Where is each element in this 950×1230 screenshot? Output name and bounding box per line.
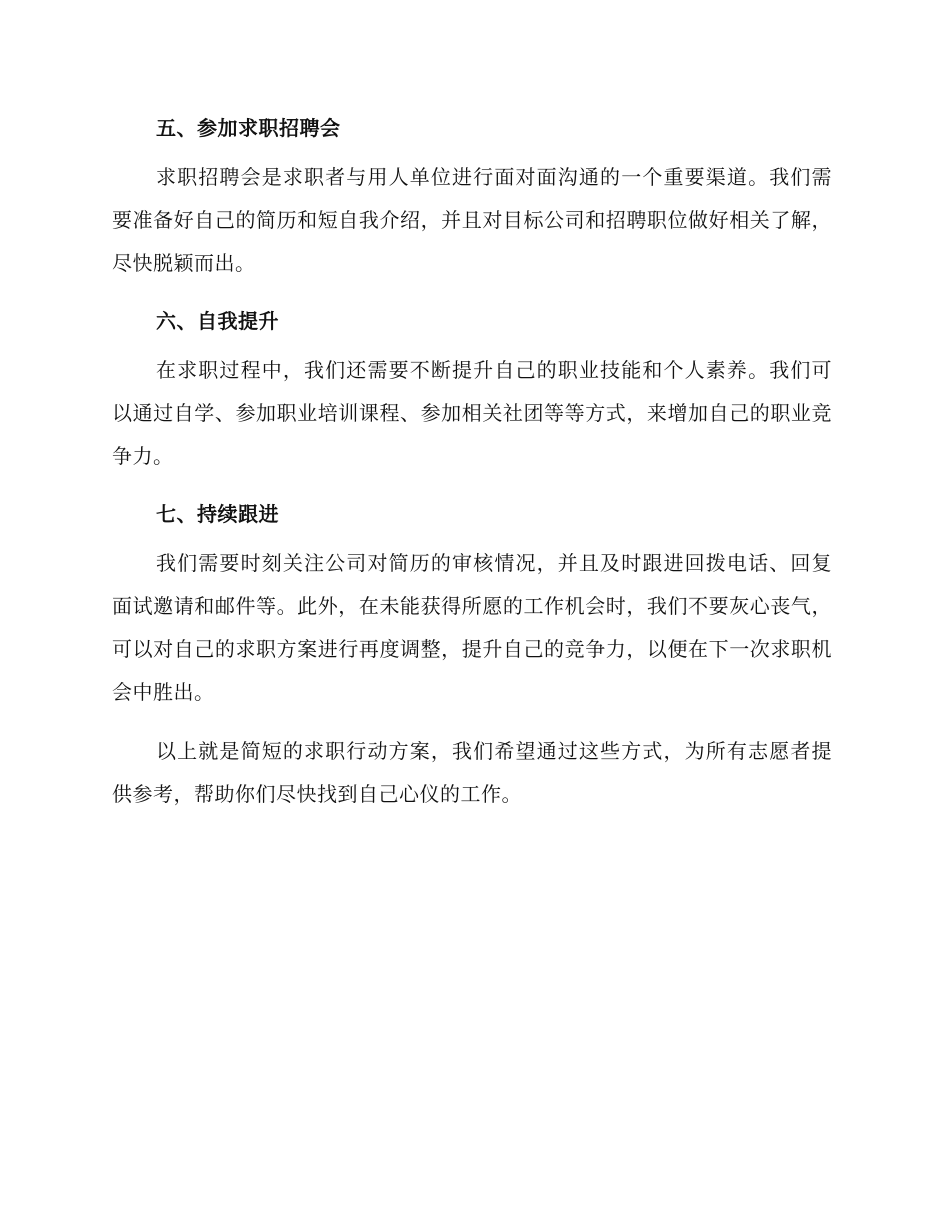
spacer [112,714,832,722]
section-heading-6: 六、自我提升 [156,309,279,333]
spacer [112,478,832,494]
section-paragraph-7: 我们需要时刻关注公司对简历的审核情况，并且及时跟进回拨电话、回复面试邀请和邮件等。此外，在未能获得所愿的工作机会时，我们不要灰心丧气，可以对自己的求职方案进行再度调整，提升自己的竞争力，以便在下一次求职机会中胜出。 [112,551,832,704]
section-heading-7: 七、持续跟进 [156,502,279,526]
section-paragraph-6: 在求职过程中，我们还需要不断提升自己的职业技能和个人素养。我们可以通过自学、参加职业培训课程、参加相关社团等等方式，来增加自己的职业竞争力。 [112,358,832,468]
spacer [112,285,832,301]
section-paragraph-5: 求职招聘会是求职者与用人单位进行面对面沟通的一个重要渠道。我们需要准备好自己的简历和短自我介绍，并且对目标公司和招聘职位做好相关了解，尽快脱颖而出。 [112,165,832,275]
document-body [112,108,832,816]
closing-paragraph: 以上就是简短的求职行动方案，我们希望通过这些方式，为所有志愿者提供参考，帮助你们尽快找到自己心仪的工作。 [112,739,832,806]
section-heading-5: 五、参加求职招聘会 [156,116,341,140]
